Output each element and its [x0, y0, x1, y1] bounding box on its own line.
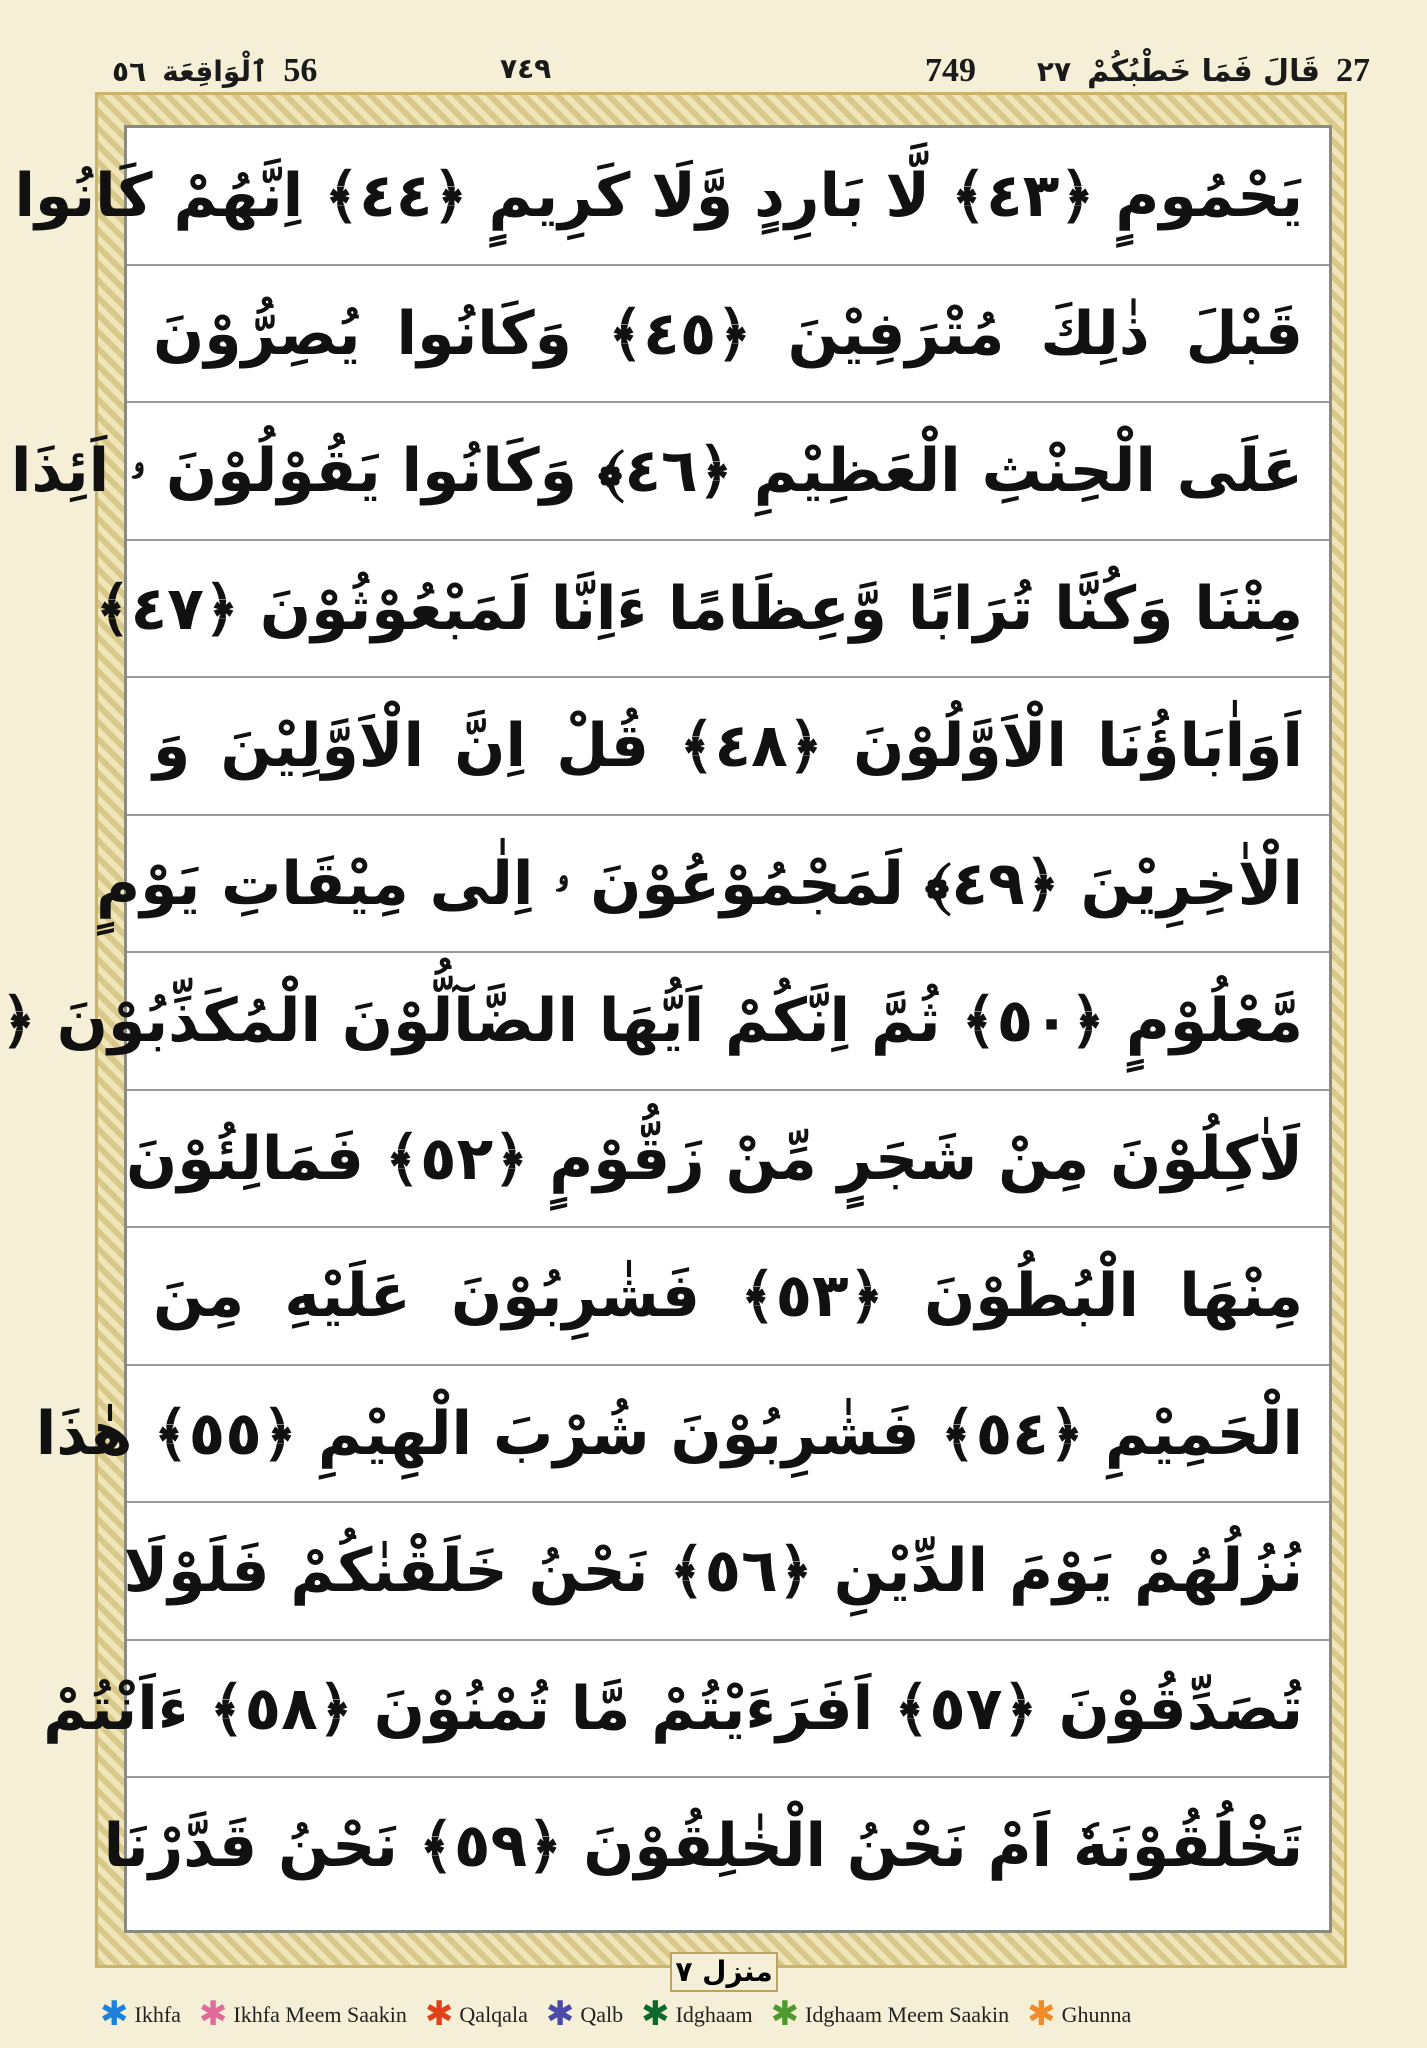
text-line: قَبْلَ ذٰلِكَ مُتْرَفِيْنَ ﴿٤٥﴾ وَكَانُوا يُصِرُّوْنَ: [127, 266, 1329, 404]
text-line: تُصَدِّقُوْنَ ﴿٥٧﴾ اَفَرَءَيْتُمْ مَّا تُمْنُوْنَ ﴿٥٨﴾ ءَاَنْتُمْ: [127, 1641, 1329, 1779]
star-icon: ✱: [198, 1996, 228, 2033]
manzil-label: منزل ٧: [670, 1952, 778, 1992]
page-number-latin: 749: [925, 52, 976, 89]
star-icon: ✱: [1027, 1996, 1056, 2033]
juz-name: قَالَ فَمَا خَطْبُكُمْ: [1087, 54, 1320, 89]
legend-item-ghunna: [1027, 1998, 1131, 2032]
text-line: تَخْلُقُوْنَهٗ اَمْ نَحْنُ الْخٰلِقُوْنَ ﴿٥٩﴾ نَحْنُ قَدَّرْنَا: [103, 1811, 1303, 1881]
surah-number-latin: 56: [283, 52, 318, 89]
text-line: الْحَمِيْمِ ﴿٥٤﴾ فَشٰرِبُوْنَ شُرْبَ الْهِيْمِ ﴿٥٥﴾ هٰذَا: [127, 1366, 1329, 1504]
text-line: عَلَى الْحِنْثِ الْعَظِيْمِ ﴿٤٦﴾ وَكَانُوا يَقُوْلُوْنَ ۥ اَئِذَا: [127, 403, 1329, 541]
text-line: الْاٰخِرِيْنَ ﴿٤٩﴾ لَمَجْمُوْعُوْنَ ۥ اِلٰى مِيْقَاتِ يَوْمٍ: [127, 816, 1329, 954]
legend-item-idghaam: [641, 1998, 752, 2032]
header-surah-group: [112, 52, 317, 90]
legend-label: Ikhfa Meem Saakin: [233, 2002, 407, 2027]
legend-label: Ghunna: [1061, 2002, 1132, 2027]
legend-label: Idghaam Meem Saakin: [805, 2002, 1010, 2027]
star-icon: ✱: [424, 1996, 454, 2033]
text-line: نُزُلُهُمْ يَوْمَ الدِّيْنِ ﴿٥٦﴾ نَحْنُ خَلَقْنٰكُمْ فَلَوْلَا: [127, 1503, 1329, 1641]
quran-text-panel: [0, 125, 1332, 1933]
star-icon: ✱: [100, 1996, 129, 2033]
legend-item-qalb: [546, 1998, 623, 2032]
juz-number-latin: 27: [1336, 52, 1370, 89]
star-icon: ✱: [770, 1996, 800, 2033]
header-juz-group: [1037, 52, 1370, 90]
text-line: مِنْهَا الْبُطُوْنَ ﴿٥٣﴾ فَشٰرِبُوْنَ عَلَيْهِ مِنَ: [127, 1228, 1329, 1366]
text-line: لَاٰكِلُوْنَ مِنْ شَجَرٍ مِّنْ زَقُّوْمٍ ﴿٥٢﴾ فَمَالِئُوْنَ: [127, 1091, 1329, 1229]
page-number-arabic: ٧٤٩: [500, 52, 552, 85]
legend-label: Qalb: [580, 2002, 624, 2027]
text-line: يَحْمُومٍ ﴿٤٣﴾ لَّا بَارِدٍ وَّلَا كَرِيمٍ ﴿٤٤﴾ اِنَّهُمْ كَانُوا: [127, 128, 1329, 266]
text-line: مَّعْلُوْمٍ ﴿٥٠﴾ ثُمَّ اِنَّكُمْ اَيُّهَا الضَّآلُّوْنَ الْمُكَذِّبُوْنَ ﴿: [127, 953, 1329, 1091]
legend-item-idghaam-meem-saakin: [771, 1998, 1010, 2032]
juz-number-arabic: ٢٧: [1036, 55, 1072, 88]
surah-number-arabic: ٥٦: [112, 55, 147, 88]
star-icon: ✱: [641, 1996, 670, 2033]
legend-label: Ikhfa: [134, 2002, 181, 2027]
legend-label: Qalqala: [459, 2002, 528, 2027]
legend-item-qalqala: [425, 1998, 528, 2032]
legend-item-ikhfa-meem-saakin: [199, 1998, 407, 2032]
legend-item-ikhfa: [100, 1998, 181, 2032]
text-line: اَوَاٰبَاؤُنَا الْاَوَّلُوْنَ ﴿٤٨﴾ قُلْ اِنَّ الْاَوَّلِيْنَ وَ: [127, 678, 1329, 816]
text-line: مِتْنَا وَكُنَّا تُرَابًا وَّعِظَامًا ءَاِنَّا لَمَبْعُوْثُوْنَ ﴿٤٧﴾: [127, 541, 1329, 679]
star-icon: ✱: [545, 1996, 575, 2033]
surah-name: ٱلْوَاقِعَة: [162, 55, 268, 88]
legend-label: Idghaam: [675, 2002, 753, 2027]
tajweed-legend: [100, 1998, 1139, 2032]
